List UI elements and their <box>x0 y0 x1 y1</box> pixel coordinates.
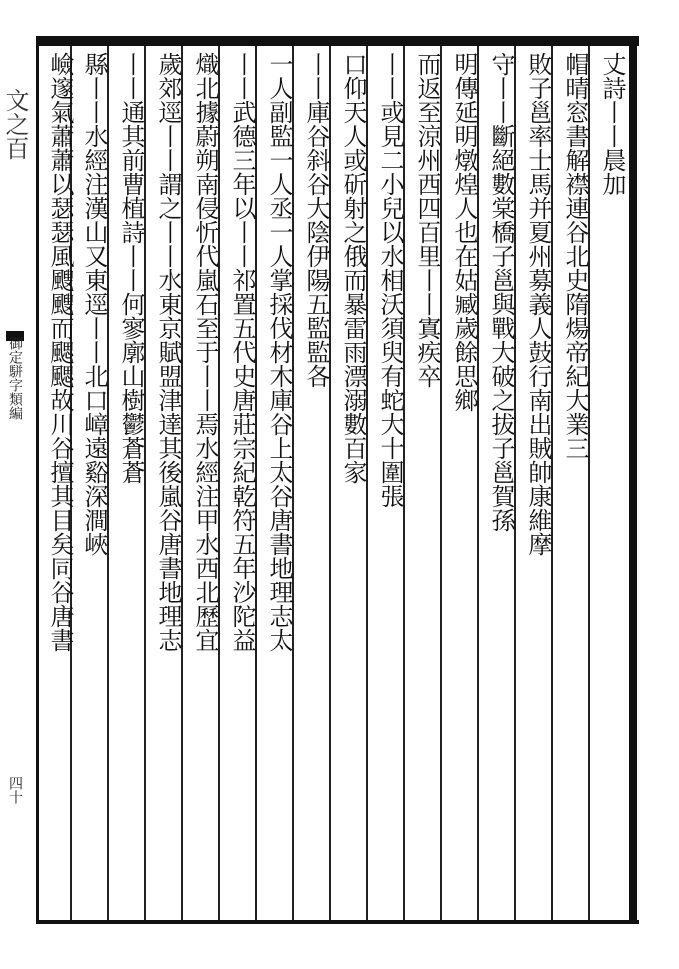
text-column-7: 丨丨或見二小兒以水相沃須臾有蛇大十圍張 <box>376 52 404 508</box>
text-column-8: 口仰天人或斫射之俄而暴雷雨漂溺數百家 <box>339 52 367 484</box>
frame-top-border <box>36 36 639 46</box>
frame-left-border <box>36 36 39 924</box>
text-column-11: 丨丨武德三年以丨丨祁置五代史唐莊宗紀乾符五年沙陀益 <box>228 52 256 652</box>
text-column-9: 丨丨庫谷斜谷大陰伊陽五監監各 <box>302 52 330 388</box>
margin-column-text: 文之百 <box>1 88 29 160</box>
text-column-1: 丈詩丨丨晨加 <box>598 52 626 196</box>
text-column-12: 熾北據蔚朔南侵忻代嵐石至于丨丨焉水經注甲水西北歷宜 <box>191 52 219 652</box>
text-column-3: 敗子邕率士馬并夏州募義人鼓行南出賊帥康維摩 <box>524 52 552 556</box>
text-column-15: 縣丨丨水經注漢山又東逕丨丨北口嶂遠谿深澗峽 <box>80 52 108 556</box>
text-column-13: 歲郊逕丨丨謂之丨丨水東京賦盟津達其後嵐谷唐書地理志 <box>154 52 182 652</box>
text-column-4: 守丨丨斷絕數棠橋子邕與戰大破之拔子邕賀孫 <box>487 52 515 532</box>
text-column-10: 一人副監一人丞一人掌採伐材木庫谷上太谷唐書地理志太 <box>265 52 293 652</box>
binding-margin <box>0 36 30 924</box>
text-column-5: 明傳延明燉煌人也在姑臧歲餘思鄉 <box>450 52 478 412</box>
frame-bottom-border <box>36 920 639 924</box>
margin-page-number: 四十 <box>7 776 23 804</box>
text-column-2: 帽晴窓書解襟連谷北史隋煬帝紀大業三 <box>561 52 589 460</box>
text-column-14: 丨丨通其前曹植詩丨丨何寥廓山樹鬱蒼蒼 <box>117 52 145 484</box>
text-column-6: 而返至涼州西四百里丨丨寘疾卒 <box>413 52 441 388</box>
text-column-16: 嶮邃氣蕭蕭以瑟瑟風颼颼而颸颸故川谷擅其目矣同谷唐書 <box>46 52 74 652</box>
margin-book-title: 御定駢字類編 <box>7 336 23 420</box>
